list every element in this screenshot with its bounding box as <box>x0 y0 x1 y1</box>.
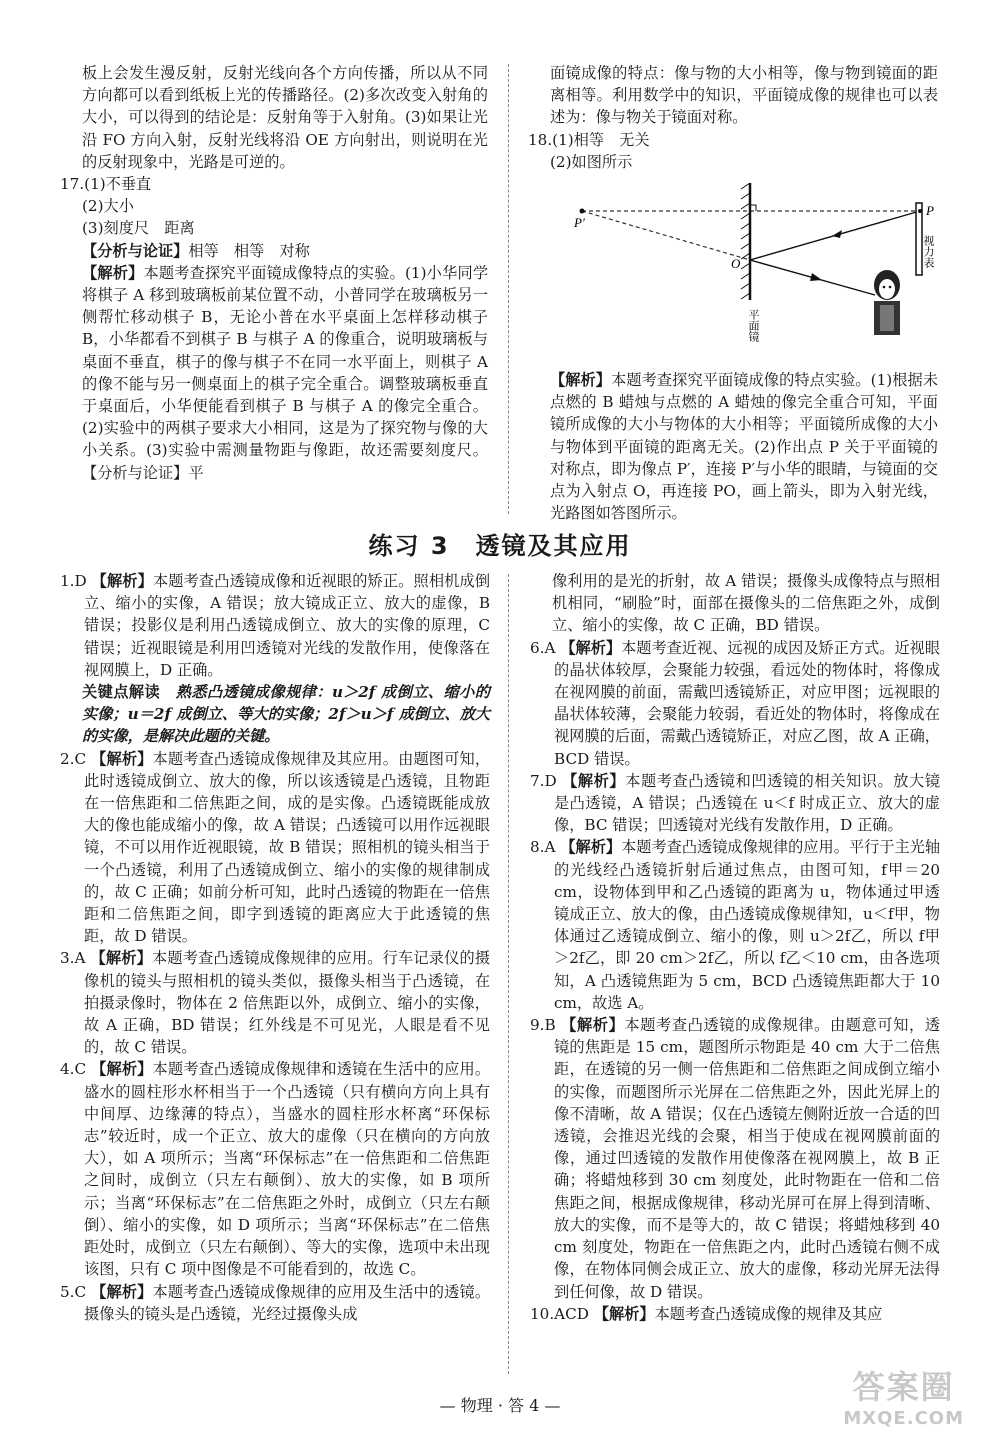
image-point-label: P′ <box>574 215 585 230</box>
q1-number: 1.D <box>60 572 87 590</box>
q10-text: 本题考查凸透镜成像的规律及其应 <box>654 1304 883 1323</box>
column-divider-top <box>508 64 509 514</box>
analysis-text: 相等 相等 对称 <box>188 241 310 260</box>
explanation-text: 本题考查探究平面镜成像的特点实验。(1)根据未点燃的 B 蜡烛与点燃的 A 蜡烛的像完全重合可知，平面镜所成像的大小与物体的大小相等；平面镜所成像的大小与物体到平面镜的距离无关。(2)作出点 P 关于平面镜的对称点，即为像点 P′，连接 P′与小华的眼睛，与镜面的交点为入射点 O，再连接 PO，画上箭头，即为入射光线，光路图如答图所示。 <box>550 371 939 523</box>
watermark-bottom: MXQE.COM <box>843 1408 964 1429</box>
q2-number: 2.C <box>60 749 87 768</box>
analysis-label: 【分析与论证】 <box>82 241 189 260</box>
q5-text: 本题考查凸透镜成像规律的应用及生活中的透镜。摄像头的镜头是凸透镜，光经过摄像头成 <box>84 1282 491 1323</box>
q17-analysis <box>60 240 488 262</box>
q5-number: 5.C <box>60 1282 87 1301</box>
q5-answer <box>60 1281 490 1325</box>
q7-answer <box>530 770 940 837</box>
left-top-column <box>60 62 488 484</box>
explanation-label: 【解析】 <box>560 838 622 857</box>
explanation-label: 【解析】 <box>91 1282 153 1301</box>
q18-answer-1: 18.(1)相等 无关 <box>528 130 650 149</box>
object-point-label: P <box>926 203 934 218</box>
q18-answer-2: (2)如图所示 <box>550 152 633 171</box>
mirror-hatching <box>741 183 750 299</box>
incident-ray-arrow <box>832 230 842 238</box>
q3-text: 本题考查凸透镜成像规律的应用。行车记录仪的摄像机的镜头与照相机的镜头类似，摄像头相当于凸透镜，在拍摄录像时，物体在 2 倍焦距以外，成倒立、缩小的实像，故 A 正确，BD 错误；红外线是不可见光，人眼是看不见的，故 C 错误。 <box>84 949 491 1057</box>
explanation-label: 【解析】 <box>560 638 622 657</box>
q5-continuation: 像利用的是光的折射，故 A 错误；摄像头成像特点与照相机相同，“刷脸”时，面部在摄像头的二倍焦距之外，成倒立、缩小的实像，故 C 正确，BD 错误。 <box>552 572 940 635</box>
left-bottom-column <box>60 570 490 1325</box>
incidence-point-label: O <box>731 256 741 271</box>
explanation-label: 【解析】 <box>561 1016 625 1035</box>
q17-answer-3: (3)刻度尺 距离 <box>82 219 195 238</box>
q18-explanation <box>528 369 938 524</box>
eye-chart-label: 视力表 <box>922 235 934 268</box>
q17-continuation: 面镜成像的特点：像与物的大小相等，像与物到镜面的距离相等。利用数学中的知识，平面镜成像的规律也可以表述为：像与物关于镜面对称。 <box>550 64 938 127</box>
q3-answer <box>60 947 490 1058</box>
q9-answer <box>530 1014 940 1303</box>
q9-text: 本题考查凸透镜的成像规律。由题意可知，透镜的焦距是 15 cm，题图所示物距是 40 cm 大于二倍焦距，在透镜的另一侧一倍焦距和二倍焦距之间成倒立缩小的实像，而题图所示光屏在二倍焦距之外，因此光屏上的像不清晰，故 A 错误；仅在凸透镜左侧附近放一合适的凹透镜，会推迟光线的会聚，相当于使成在视网膜前面的像，通过凹透镜的发散作用使像落在视网膜上，故 B 正确；将蜡烛移到 30 cm 刻度处，此时物距在一倍和二倍焦距之间，根据成像规律，移动光屏可在屏上得到清晰、放大的实像，而不是等大的，故 C 错误；将蜡烛移到 40 cm 刻度处，物距在一倍焦距之内，此时凸透镜右侧不成像，在物体同侧会成正立、放大的虚像，移动光屏无法得到任何像，故 D 错误。 <box>554 1016 941 1301</box>
q10-number: 10.ACD <box>530 1304 589 1323</box>
q17-answer-2: (2)大小 <box>82 197 134 216</box>
explanation-label: 【解析】 <box>550 371 612 390</box>
q4-number: 4.C <box>60 1060 87 1079</box>
section-title: 练习 3 透镜及其应用 <box>368 532 632 560</box>
page-footer: — 物理 · 答 4 — <box>439 1396 561 1415</box>
q4-answer <box>60 1058 490 1280</box>
q6-text: 本题考查近视、远视的成因及矫正方式。近视眼的晶状体较厚，会聚能力较强，看远处的物体时，将像成在视网膜的前面，需戴凹透镜矫正，对应甲图；远视眼的晶状体较薄，会聚能力较弱，看近处的物体时，将像成在视网膜的后面，需戴凸透镜矫正，对应乙图，故 A 正确，BCD 错误。 <box>554 638 941 768</box>
explanation-label: 【解析】 <box>90 949 152 968</box>
watermark-top: 答案圈 <box>852 1368 955 1406</box>
reflected-ray-arrow <box>810 273 822 281</box>
q1-key-point <box>60 681 490 748</box>
q6-answer <box>530 637 940 770</box>
explanation-label: 【解析】 <box>91 749 153 768</box>
object-point <box>918 209 922 213</box>
q1-text: 本题考查凸透镜成像和近视眼的矫正。照相机成倒立、缩小的实像，A 错误；放大镜成正立、放大的虚像，B 错误；投影仪是利用凸透镜成倒立、放大的实像的原理，C 错误；近视眼镜是利用凹透镜对光线的发散作用，使像落在视网膜上，D 正确。 <box>84 572 491 679</box>
image-point <box>580 209 585 214</box>
q2-answer <box>60 748 490 948</box>
q8-text: 本题考查凸透镜成像规律的应用。平行于主光轴的光线经凸透镜折射后通过焦点，由图可知，f甲＝20 cm，设物体到甲和乙凸透镜的距离为 u，物体通过甲透镜成正立、放大的像，由凸透镜成像规律知，u＜f甲，物体通过乙透镜成倒立、缩小的像，则 u＞2f乙，所以 f甲＞2f乙，即 20 cm＞2f乙，所以 f乙＜10 cm，由各选项知，A 凸透镜焦距为 5 cm，BCD 凸透镜焦距都大于 10 cm，故选 A。 <box>554 838 941 1012</box>
q10-answer <box>530 1303 940 1325</box>
q17-answer-1: 17.(1)不垂直 <box>60 175 152 194</box>
q3-number: 3.A <box>60 949 86 968</box>
explanation-label: 【解析】 <box>593 1304 655 1323</box>
right-bottom-column <box>530 570 940 1325</box>
explanation-text: 本题考查探究平面镜成像特点的实验。(1)小华同学将棋子 A 移到玻璃板前某位置不动，小普同学在玻璃板另一侧帮忙移动棋子 B，无论小普在水平桌面上怎样移动棋子 B，小华都看不到棋子 B 与棋子 A 的像重合，说明玻璃板与桌面不垂直，棋子的像与棋子不在同一水平面上，则棋子 A 的像不能与另一侧桌面上的棋子完全重合。调整玻璃板垂直于桌面后，小华便能看到棋子 B 与棋子 A 的像完全重合。(2)实验中的两棋子要求大小相同，这是为了探究物与像的大小关系。(3)实验中需测量物距与像距，故还需要刻度尺。【分析与论证】平 <box>82 263 489 482</box>
q17-explanation <box>60 262 488 484</box>
column-divider-bottom <box>508 574 509 1374</box>
explanation-label: 【解析】 <box>91 1060 153 1079</box>
explanation-label: 【解析】 <box>562 771 626 790</box>
plane-mirror-diagram <box>560 175 940 350</box>
q8-answer <box>530 836 940 1014</box>
person-figure <box>874 270 900 335</box>
explanation-label: 【解析】 <box>91 572 153 590</box>
q8-number: 8.A <box>530 838 556 857</box>
q7-number: 7.D <box>530 771 557 790</box>
q9-number: 9.B <box>530 1016 556 1035</box>
watermark-logo <box>843 1362 964 1429</box>
q6-number: 6.A <box>530 638 556 657</box>
key-point-text: 熟悉凸透镜成像规律：u＞2f 成倒立、缩小的实像；u＝2f 成倒立、等大的实像；2f＞u＞f 成倒立、放大的实像，是解决此题的关键。 <box>82 683 490 746</box>
virtual-ray-line <box>582 211 750 260</box>
mirror-label: 平面镜 <box>747 309 759 342</box>
explanation-label: 【解析】 <box>82 263 144 282</box>
q16-continuation: 板上会发生漫反射，反射光线向各个方向传播，所以从不同方向都可以看到纸板上光的传播路径。(2)多次改变入射角的大小，可以得到的结论是：反射角等于入射角。(3)如果让光沿 FO 方向入射，反射光线将沿 OE 方向射出，则说明在光的反射现象中，光路是可逆的。 <box>82 64 488 171</box>
q7-text: 本题考查凸透镜和凹透镜的相关知识。放大镜是凸透镜，A 错误；凸透镜在 u＜f 时成正立、放大的虚像，BC 错误；凹透镜对光线有发散作用，D 正确。 <box>554 771 941 835</box>
q4-text: 本题考查凸透镜成像规律和透镜在生活中的应用。盛水的圆柱形水杯相当于一个凸透镜（只有横向方向上具有中间厚、边缘薄的特点），当盛水的圆柱形水杯离“环保标志”较近时，成一个正立、放大的虚像（只在横向的方向放大），如 A 项所示；当离“环保标志”在一倍焦距和二倍焦距之间时，成倒立（只左右颠倒）、放大的实像，如 B 项所示；当离“环保标志”在二倍焦距之外时，成倒立（只左右颠倒）、缩小的实像，如 D 项所示；当离“环保标志”在二倍焦距处时，成倒立（只左右颠倒）、等大的实像，选项中未出现该图，只有 C 项中图像是不可能看到的，故选 C。 <box>84 1060 491 1279</box>
q2-text: 本题考查凸透镜成像规律及其应用。由题图可知，此时透镜成倒立、放大的像，所以该透镜是凸透镜，且物距在一倍焦距和二倍焦距之间，成的是实像。凸透镜既能成放大的像也能成缩小的像，故 A 错误；凸透镜可以用作远视眼镜，不可以用作近视眼镜，故 B 错误；照相机的镜头相当于一个凸透镜，利用了凸透镜成倒立、缩小的实像的规律制成的，故 C 正确；如前分析可知，此时凸透镜的物距在一倍焦距和二倍焦距之间，即字到透镜的距离应大于此透镜的焦距，故 D 错误。 <box>84 749 491 946</box>
key-point-label: 关键点解读 <box>82 683 161 702</box>
q1-answer <box>60 570 490 681</box>
